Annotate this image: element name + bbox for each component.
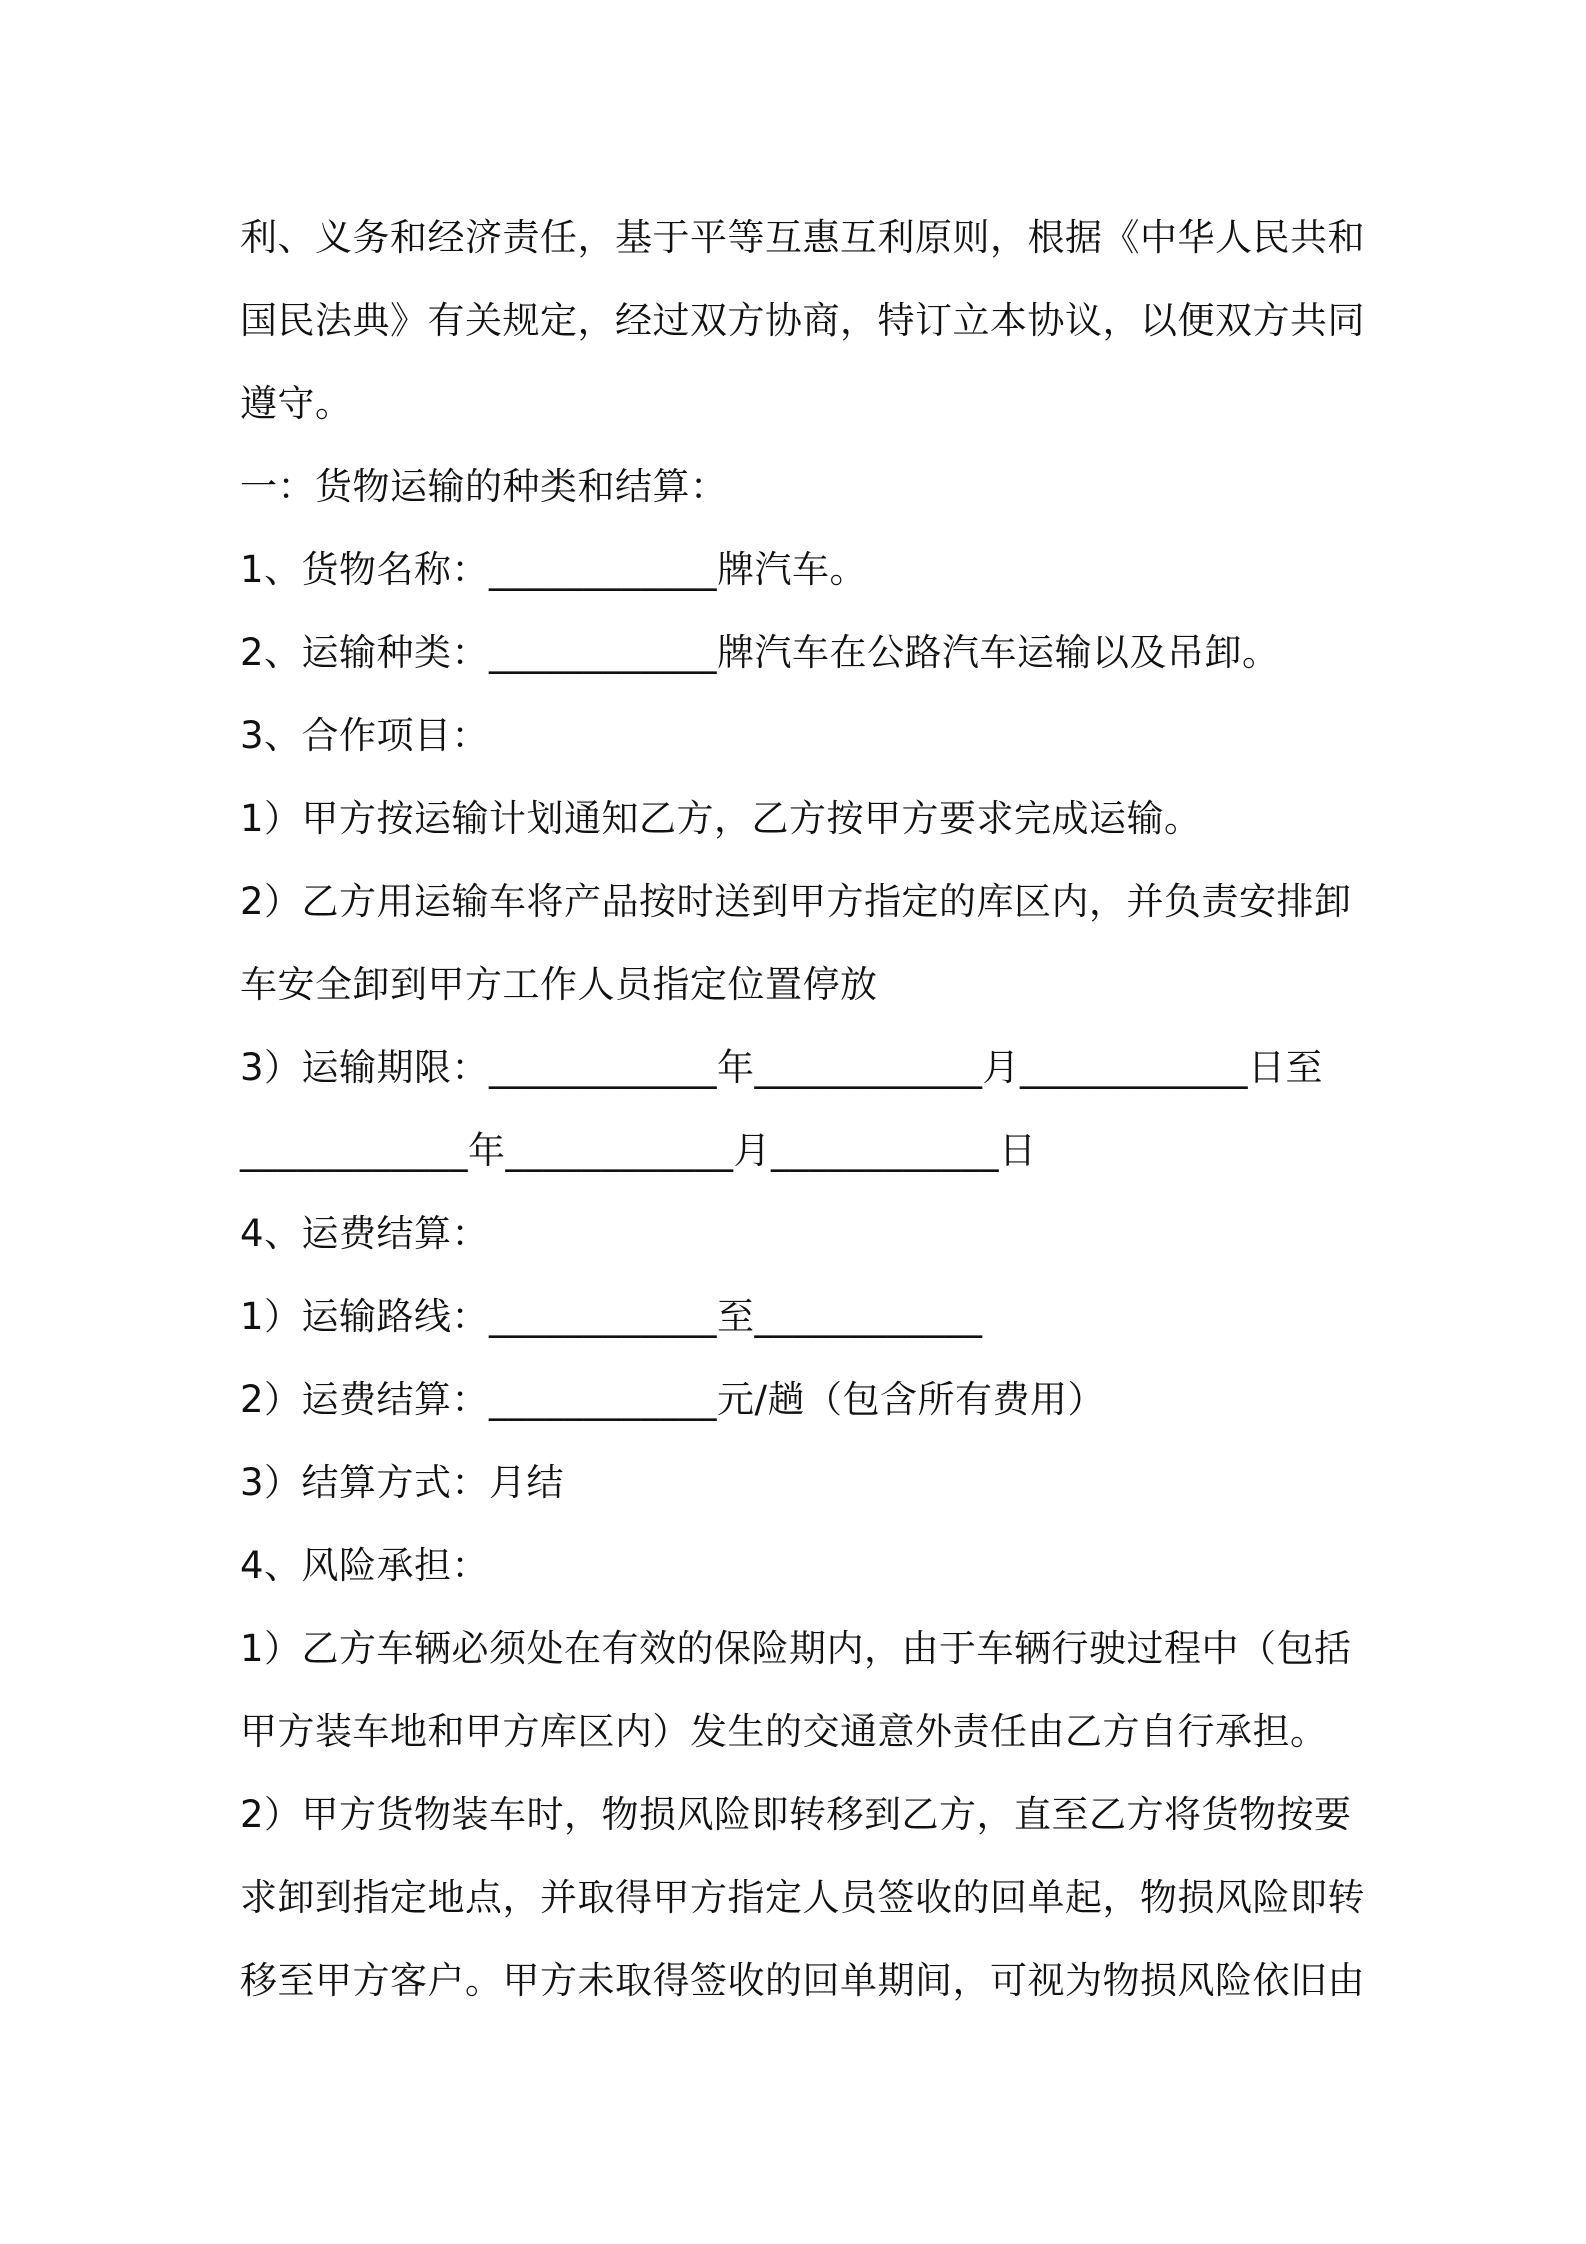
clause-line: 2）运费结算：____________元/趟（包含所有费用） <box>240 1378 1106 1421</box>
clause-line: 1）乙方车辆必须处在有效的保险期内，由于车辆行驶过程中（包括 <box>240 1627 1352 1670</box>
section-heading: 一：货物运输的种类和结算： <box>240 465 728 508</box>
clause-line: 车安全卸到甲方工作人员指定位置停放 <box>240 963 878 1006</box>
clause-line: 1）运输路线：____________至____________ <box>240 1295 983 1338</box>
clause-line: 移至甲方客户。甲方未取得签收的回单期间，可视为物损风险依旧由 <box>240 1959 1365 2002</box>
clause-line: 3）结算方式：月结 <box>240 1461 565 1504</box>
clause-line: 1、货物名称：____________牌汽车。 <box>240 548 868 591</box>
paragraph-line: 国民法典》有关规定，经过双方协商，特订立本协议，以便双方共同 <box>240 299 1365 342</box>
paragraph-line: 遵守。 <box>240 382 353 425</box>
clause-line: 2、运输种类：____________牌汽车在公路汽车运输以及吊卸。 <box>240 631 1280 674</box>
clause-line: 甲方装车地和甲方库区内）发生的交通意外责任由乙方自行承担。 <box>240 1710 1328 1753</box>
clause-line: 求卸到指定地点，并取得甲方指定人员签收的回单起，物损风险即转 <box>240 1876 1365 1919</box>
document-body <box>240 196 1365 2022</box>
paragraph-line: 利、义务和经济责任，基于平等互惠互利原则，根据《中华人民共和 <box>240 216 1365 259</box>
clause-line: 2）甲方货物装车时，物损风险即转移到乙方，直至乙方将货物按要 <box>240 1793 1352 1836</box>
clause-heading: 4、运费结算： <box>240 1212 490 1255</box>
clause-heading: 3、合作项目： <box>240 714 490 757</box>
clause-line: 1）甲方按运输计划通知乙方，乙方按甲方要求完成运输。 <box>240 797 1202 840</box>
clause-line: 3）运输期限：____________年____________月____________日至 <box>240 1046 1324 1089</box>
clause-line: ____________年____________月____________日 <box>240 1129 1037 1172</box>
clause-line: 2）乙方用运输车将产品按时送到甲方指定的库区内，并负责安排卸 <box>240 880 1352 923</box>
clause-heading: 4、风险承担： <box>240 1544 490 1587</box>
